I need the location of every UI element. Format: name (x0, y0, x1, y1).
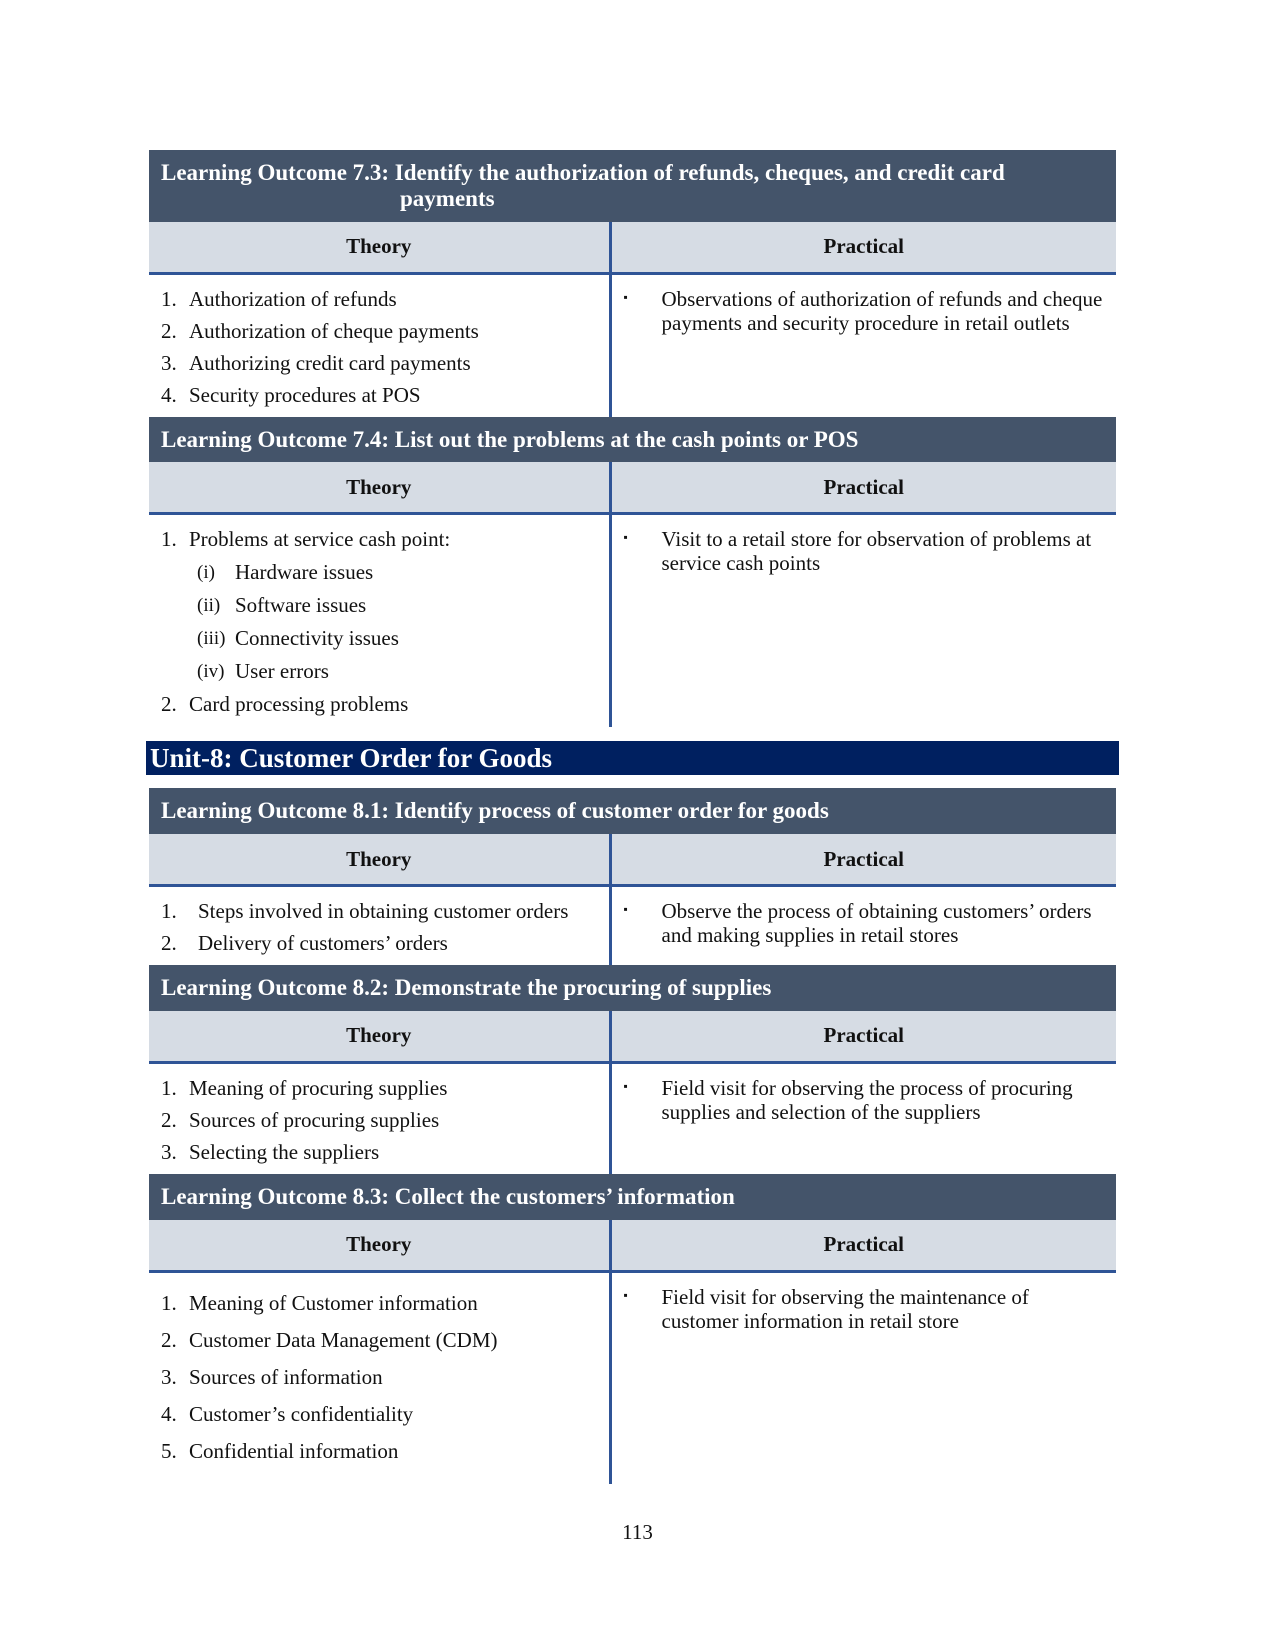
practical-cell: ▪ Observations of authorization of refunds and cheque payments and security procedure in retail outlets (623, 286, 1103, 335)
list-item: 1. Problems at service cash point: (161, 527, 451, 552)
square-bullet-icon: ▪ (623, 1078, 628, 1093)
practical-header: Practical (610, 462, 1116, 514)
practical-cell: ▪ Field visit for observing the process of procuring supplies and selection of the suppliers (623, 1075, 1073, 1124)
practical-cell: ▪ Field visit for observing the maintenance of customer information in retail store (623, 1284, 1029, 1333)
theory-cell (149, 1062, 610, 1174)
sub-list-item: (iv) User errors (197, 659, 329, 684)
learning-outcome-8-3-table (149, 1174, 1116, 1484)
theory-cell (149, 886, 610, 966)
practical-cell: ▪ Observe the process of obtaining customers’ orders and making supplies in retail stores (623, 899, 1092, 948)
practical-header: Practical (610, 834, 1116, 886)
practical-cell: ▪ Visit to a retail store for observation of problems at service cash points (623, 527, 1092, 576)
theory-cell (149, 1271, 610, 1484)
list-item: 3. Authorizing credit card payments (161, 350, 471, 375)
theory-header: Theory (149, 1011, 610, 1063)
learning-outcome-7-3-table (149, 150, 1116, 417)
practical-header: Practical (610, 1011, 1116, 1063)
learning-outcome-7-4-table (149, 417, 1116, 728)
list-item: 1. Authorization of refunds (161, 286, 397, 311)
theory-cell (149, 273, 610, 417)
lo-7-4-title: Learning Outcome 7.4: List out the problems at the cash points or POS (149, 417, 1116, 463)
square-bullet-icon: ▪ (623, 902, 628, 917)
lo-8-2-title: Learning Outcome 8.2: Demonstrate the procuring of supplies (149, 965, 1116, 1011)
list-item: 1. Steps involved in obtaining customer orders (161, 899, 569, 924)
page-content (149, 150, 1116, 1484)
theory-header: Theory (149, 1220, 610, 1272)
list-item: 1. Meaning of procuring supplies (161, 1075, 448, 1100)
learning-outcome-8-2-table (149, 965, 1116, 1174)
list-item: 3. Selecting the suppliers (161, 1139, 380, 1164)
learning-outcome-8-1-table (149, 788, 1116, 965)
lo-8-1-title: Learning Outcome 8.1: Identify process of customer order for goods (149, 788, 1116, 834)
square-bullet-icon: ▪ (623, 530, 628, 545)
sub-list-item: (ii) Software issues (197, 593, 367, 618)
list-item: 2. Customer Data Management (CDM) (161, 1327, 498, 1352)
list-item: 1. Meaning of Customer information (161, 1290, 478, 1315)
list-item: 2. Sources of procuring supplies (161, 1107, 440, 1132)
page-number: 113 (622, 1520, 653, 1544)
theory-cell (149, 514, 610, 728)
list-item: 5. Confidential information (161, 1438, 399, 1463)
square-bullet-icon: ▪ (623, 289, 628, 304)
lo-8-3-title: Learning Outcome 8.3: Collect the customers’ information (149, 1174, 1116, 1220)
unit-8-title: Unit-8: Customer Order for Goods (146, 741, 1119, 775)
practical-header: Practical (610, 222, 1116, 274)
list-item: 2. Card processing problems (161, 692, 409, 717)
theory-header: Theory (149, 462, 610, 514)
list-item: 4. Security procedures at POS (161, 382, 421, 407)
list-item: 4. Customer’s confidentiality (161, 1401, 414, 1426)
sub-list-item: (i) Hardware issues (197, 560, 374, 585)
list-item: 2. Authorization of cheque payments (161, 318, 479, 343)
sub-list-item: (iii) Connectivity issues (197, 626, 399, 651)
square-bullet-icon: ▪ (623, 1287, 628, 1302)
theory-header: Theory (149, 834, 610, 886)
theory-header: Theory (149, 222, 610, 274)
lo-7-3-title: Learning Outcome 7.3: Identify the authorization of refunds, cheques, and credit card payments (149, 150, 1116, 222)
practical-header: Practical (610, 1220, 1116, 1272)
list-item: 3. Sources of information (161, 1364, 383, 1389)
list-item: 2. Delivery of customers’ orders (161, 931, 448, 956)
